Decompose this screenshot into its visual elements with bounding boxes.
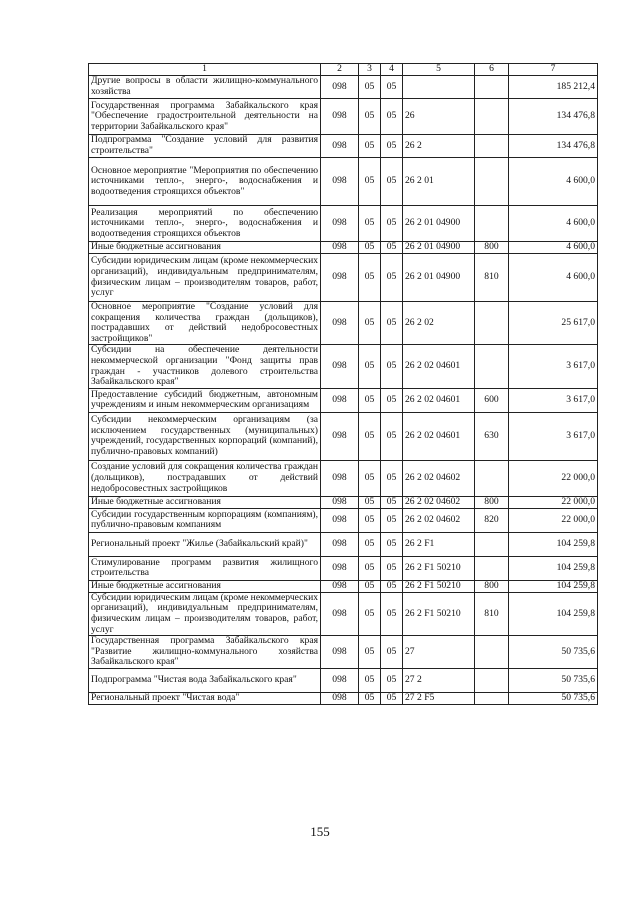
row-c3-cell: 05 <box>359 692 381 704</box>
row-c3-cell: 05 <box>359 76 381 99</box>
row-name-cell: Предоставление субсидий бюджетным, автономным учреждениям и иным некоммерческим организациям <box>89 388 321 412</box>
row-c7-cell: 50 735,6 <box>509 668 598 692</box>
table-row <box>89 460 598 496</box>
row-name-cell: Реализация мероприятий по обеспечению источниками тепло-, энерго-, водоснабжения и водоотведения строящихся объектов <box>89 206 321 242</box>
row-c5-cell: 26 2 <box>403 135 475 158</box>
row-c3-cell: 05 <box>359 532 381 556</box>
table-row <box>89 668 598 692</box>
row-c2-cell: 098 <box>321 692 359 704</box>
row-name-cell: Региональный проект "Жилье (Забайкальский край)" <box>89 532 321 556</box>
row-c4-cell: 05 <box>381 158 403 206</box>
row-c5-cell: 26 2 01 04900 <box>403 242 475 254</box>
column-header: 3 <box>359 64 381 76</box>
row-c2-cell: 098 <box>321 76 359 99</box>
row-c6-cell: 800 <box>475 580 509 592</box>
row-c2-cell: 098 <box>321 388 359 412</box>
row-c4-cell: 05 <box>381 388 403 412</box>
row-c4-cell: 05 <box>381 508 403 532</box>
row-c4-cell: 05 <box>381 556 403 580</box>
row-c2-cell: 098 <box>321 460 359 496</box>
row-c5-cell: 26 <box>403 99 475 135</box>
row-c5-cell: 26 2 02 04602 <box>403 508 475 532</box>
budget-table <box>88 63 598 705</box>
row-c4-cell: 05 <box>381 302 403 345</box>
row-c4-cell: 05 <box>381 206 403 242</box>
row-c5-cell: 26 2 01 04900 <box>403 206 475 242</box>
row-c3-cell: 05 <box>359 345 381 388</box>
row-c6-cell <box>475 302 509 345</box>
row-c6-cell: 800 <box>475 496 509 508</box>
table-row <box>89 532 598 556</box>
row-c4-cell: 05 <box>381 345 403 388</box>
row-name-cell: Другие вопросы в области жилищно-коммунального хозяйства <box>89 76 321 99</box>
row-c2-cell: 098 <box>321 496 359 508</box>
row-c4-cell: 05 <box>381 496 403 508</box>
row-c7-cell: 104 259,8 <box>509 556 598 580</box>
row-c4-cell: 05 <box>381 668 403 692</box>
row-c5-cell <box>403 76 475 99</box>
row-c3-cell: 05 <box>359 580 381 592</box>
table-row <box>89 592 598 635</box>
table-row <box>89 158 598 206</box>
row-c2-cell: 098 <box>321 412 359 460</box>
column-header: 6 <box>475 64 509 76</box>
row-c2-cell: 098 <box>321 206 359 242</box>
row-c3-cell: 05 <box>359 254 381 302</box>
row-name-cell: Региональный проект "Чистая вода" <box>89 692 321 704</box>
row-c5-cell: 27 <box>403 636 475 669</box>
row-c6-cell: 810 <box>475 254 509 302</box>
row-c4-cell: 05 <box>381 692 403 704</box>
row-c2-cell: 098 <box>321 345 359 388</box>
row-c7-cell: 185 212,4 <box>509 76 598 99</box>
table-row <box>89 496 598 508</box>
row-name-cell: Государственная программа Забайкальского края "Развитие жилищно-коммунального хозяйства Забайкальского края" <box>89 636 321 669</box>
row-c6-cell <box>475 460 509 496</box>
row-name-cell: Субсидии государственным корпорациям (компаниям), публично-правовым компаниям <box>89 508 321 532</box>
row-c2-cell: 098 <box>321 532 359 556</box>
row-c7-cell: 134 476,8 <box>509 99 598 135</box>
row-c5-cell: 26 2 02 04602 <box>403 496 475 508</box>
row-c3-cell: 05 <box>359 556 381 580</box>
row-c5-cell: 26 2 02 04601 <box>403 388 475 412</box>
row-c7-cell: 104 259,8 <box>509 532 598 556</box>
table-row <box>89 692 598 704</box>
row-c6-cell <box>475 692 509 704</box>
row-c6-cell <box>475 206 509 242</box>
row-c3-cell: 05 <box>359 242 381 254</box>
column-header: 7 <box>509 64 598 76</box>
row-c4-cell: 05 <box>381 460 403 496</box>
row-c7-cell: 4 600,0 <box>509 254 598 302</box>
row-c7-cell: 22 000,0 <box>509 508 598 532</box>
row-c5-cell: 27 2 <box>403 668 475 692</box>
row-c6-cell <box>475 76 509 99</box>
row-name-cell: Основное мероприятие "Создание условий для сокращения количества граждан (дольщиков), пострадавших от действий недобросовестных застройщиков" <box>89 302 321 345</box>
row-c7-cell: 4 600,0 <box>509 158 598 206</box>
row-name-cell: Государственная программа Забайкальского края "Обеспечение градостроительной деятельности на территории Забайкальского края" <box>89 99 321 135</box>
row-c4-cell: 05 <box>381 254 403 302</box>
row-name-cell: Создание условий для сокращения количества граждан (дольщиков), пострадавших от действий недобросовестных застройщиков <box>89 460 321 496</box>
table-row <box>89 206 598 242</box>
row-c3-cell: 05 <box>359 460 381 496</box>
row-c5-cell: 26 2 02 04602 <box>403 460 475 496</box>
table-row <box>89 302 598 345</box>
row-c2-cell: 098 <box>321 556 359 580</box>
column-header: 2 <box>321 64 359 76</box>
row-c3-cell: 05 <box>359 508 381 532</box>
row-c2-cell: 098 <box>321 636 359 669</box>
row-c6-cell <box>475 99 509 135</box>
table-row <box>89 412 598 460</box>
row-c4-cell: 05 <box>381 636 403 669</box>
row-c5-cell: 26 2 F1 50210 <box>403 580 475 592</box>
row-name-cell: Подпрограмма "Чистая вода Забайкальского края" <box>89 668 321 692</box>
row-c5-cell: 26 2 01 <box>403 158 475 206</box>
row-c5-cell: 26 2 01 04900 <box>403 254 475 302</box>
row-name-cell: Субсидии юридическим лицам (кроме некоммерческих организаций), индивидуальным предпринимателям, физическим лицам – производителям товаров, работ, услуг <box>89 254 321 302</box>
row-c3-cell: 05 <box>359 412 381 460</box>
row-c4-cell: 05 <box>381 580 403 592</box>
row-c4-cell: 05 <box>381 592 403 635</box>
row-c6-cell: 820 <box>475 508 509 532</box>
row-c3-cell: 05 <box>359 206 381 242</box>
row-c2-cell: 098 <box>321 135 359 158</box>
row-c5-cell: 27 2 F5 <box>403 692 475 704</box>
row-c4-cell: 05 <box>381 412 403 460</box>
row-c2-cell: 098 <box>321 302 359 345</box>
row-c4-cell: 05 <box>381 99 403 135</box>
row-name-cell: Подпрограмма "Создание условий для развития строительства" <box>89 135 321 158</box>
row-c3-cell: 05 <box>359 135 381 158</box>
row-c3-cell: 05 <box>359 158 381 206</box>
row-name-cell: Иные бюджетные ассигнования <box>89 242 321 254</box>
row-c5-cell: 26 2 02 <box>403 302 475 345</box>
row-c6-cell <box>475 668 509 692</box>
table-row <box>89 345 598 388</box>
row-c6-cell: 630 <box>475 412 509 460</box>
table-row <box>89 580 598 592</box>
row-c6-cell <box>475 135 509 158</box>
row-c3-cell: 05 <box>359 496 381 508</box>
row-c6-cell <box>475 556 509 580</box>
row-c5-cell: 26 2 F1 50210 <box>403 592 475 635</box>
row-c6-cell <box>475 636 509 669</box>
table-row <box>89 388 598 412</box>
table-row <box>89 135 598 158</box>
row-c3-cell: 05 <box>359 388 381 412</box>
table-header-row <box>89 64 598 76</box>
row-c7-cell: 134 476,8 <box>509 135 598 158</box>
row-c6-cell: 800 <box>475 242 509 254</box>
row-c2-cell: 098 <box>321 668 359 692</box>
row-c2-cell: 098 <box>321 99 359 135</box>
row-c6-cell <box>475 345 509 388</box>
row-c3-cell: 05 <box>359 636 381 669</box>
column-header: 5 <box>403 64 475 76</box>
row-c5-cell: 26 2 F1 <box>403 532 475 556</box>
table-row <box>89 76 598 99</box>
row-c7-cell: 50 735,6 <box>509 692 598 704</box>
row-c5-cell: 26 2 02 04601 <box>403 345 475 388</box>
row-name-cell: Субсидии на обеспечение деятельности некоммерческой организации "Фонд защиты прав граждан - участников долевого строительства Забайкальского края" <box>89 345 321 388</box>
row-c2-cell: 098 <box>321 254 359 302</box>
table-body <box>89 76 598 705</box>
row-c5-cell: 26 2 02 04601 <box>403 412 475 460</box>
row-name-cell: Субсидии юридическим лицам (кроме некоммерческих организаций), индивидуальным предпринимателям, физическим лицам – производителям товаров, работ, услуг <box>89 592 321 635</box>
row-c6-cell <box>475 532 509 556</box>
row-c6-cell <box>475 158 509 206</box>
row-c4-cell: 05 <box>381 135 403 158</box>
row-c2-cell: 098 <box>321 592 359 635</box>
row-c7-cell: 104 259,8 <box>509 592 598 635</box>
column-header: 4 <box>381 64 403 76</box>
row-c4-cell: 05 <box>381 242 403 254</box>
table-row <box>89 508 598 532</box>
row-c2-cell: 098 <box>321 508 359 532</box>
row-c7-cell: 4 600,0 <box>509 206 598 242</box>
row-c7-cell: 22 000,0 <box>509 496 598 508</box>
row-c4-cell: 05 <box>381 532 403 556</box>
row-c7-cell: 50 735,6 <box>509 636 598 669</box>
table-row <box>89 254 598 302</box>
row-c3-cell: 05 <box>359 592 381 635</box>
row-c2-cell: 098 <box>321 158 359 206</box>
row-c7-cell: 3 617,0 <box>509 412 598 460</box>
column-header: 1 <box>89 64 321 76</box>
row-c7-cell: 3 617,0 <box>509 345 598 388</box>
row-c3-cell: 05 <box>359 302 381 345</box>
row-c2-cell: 098 <box>321 580 359 592</box>
table-row <box>89 636 598 669</box>
row-c7-cell: 104 259,8 <box>509 580 598 592</box>
row-c4-cell: 05 <box>381 76 403 99</box>
row-c6-cell: 600 <box>475 388 509 412</box>
table-row <box>89 99 598 135</box>
row-c7-cell: 25 617,0 <box>509 302 598 345</box>
row-c3-cell: 05 <box>359 668 381 692</box>
row-name-cell: Основное мероприятие "Мероприятия по обеспечению источниками тепло-, энерго-, водоснабжения и водоотведения строящихся объектов" <box>89 158 321 206</box>
row-name-cell: Иные бюджетные ассигнования <box>89 580 321 592</box>
row-c7-cell: 4 600,0 <box>509 242 598 254</box>
row-name-cell: Стимулирование программ развития жилищного строительства <box>89 556 321 580</box>
row-c3-cell: 05 <box>359 99 381 135</box>
row-c6-cell: 810 <box>475 592 509 635</box>
row-c2-cell: 098 <box>321 242 359 254</box>
row-c5-cell: 26 2 F1 50210 <box>403 556 475 580</box>
row-c7-cell: 3 617,0 <box>509 388 598 412</box>
row-name-cell: Иные бюджетные ассигнования <box>89 496 321 508</box>
row-c7-cell: 22 000,0 <box>509 460 598 496</box>
table-row <box>89 242 598 254</box>
table-row <box>89 556 598 580</box>
page-number: 155 <box>310 824 330 839</box>
row-name-cell: Субсидии некоммерческим организациям (за исключением государственных (муниципальных) учреждений, государственных корпораций (компаний), публично-правовых компаний) <box>89 412 321 460</box>
